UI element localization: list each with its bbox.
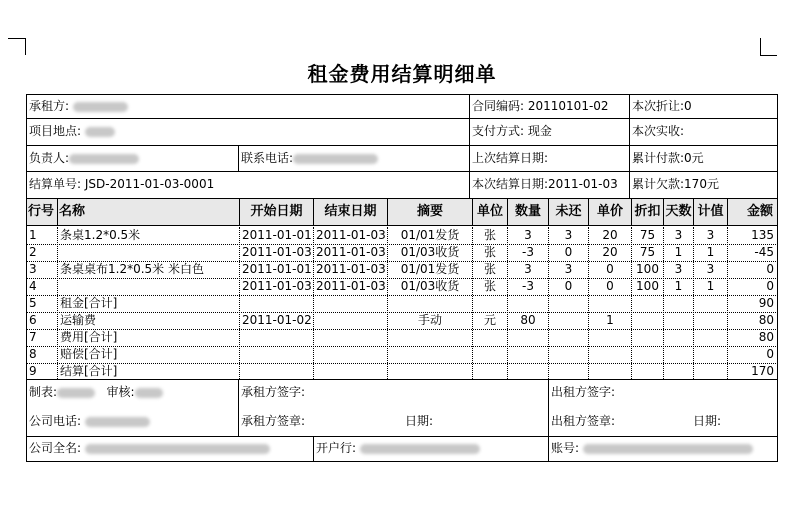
table-cell-days: 3	[674, 262, 683, 276]
table-cell-end-date	[314, 346, 387, 363]
table-cell-item-name	[58, 244, 239, 261]
table-cell-count	[694, 346, 727, 363]
table-cell-summary: 01/01发货	[400, 262, 460, 276]
table-cell-unit-price	[589, 329, 631, 346]
table-cell-days: 1	[674, 279, 683, 293]
table-cell-end-date: 2011-01-03	[316, 279, 386, 293]
column-header-unit: 单位	[473, 199, 507, 225]
table-cell-count: 3	[706, 262, 715, 276]
table-cell-unit	[473, 295, 507, 312]
table-cell-amount: 80	[758, 313, 774, 327]
crop-mark-top-right-h	[760, 55, 777, 56]
table-cell-quantity: 3	[524, 228, 532, 242]
table-cell-outstanding: 0	[564, 279, 573, 293]
table-cell-days	[664, 363, 693, 380]
column-header-row-no: 行号	[27, 199, 57, 225]
table-cell-start-date: 2011-01-01	[242, 228, 312, 242]
last-settle-field: 上次结算日期:	[472, 151, 549, 165]
table-cell-discount: 100	[636, 279, 659, 293]
table-cell-item-name: 条桌1.2*0.5米	[60, 228, 141, 242]
table-cell-count	[694, 329, 727, 346]
payment-field: 支付方式: 现金	[472, 124, 552, 138]
grid-line	[663, 199, 664, 225]
column-header-start-date: 开始日期	[240, 199, 313, 225]
table-cell-row-no: 9	[29, 364, 37, 378]
table-cell-end-date: 2011-01-03	[316, 228, 386, 242]
account-field: 账号:	[549, 437, 776, 461]
crop-mark-top-left-h	[8, 38, 25, 39]
table-cell-item-name: 租金[合计]	[60, 296, 118, 310]
paid-total-field: 累计付款:0元	[632, 151, 704, 165]
lessor-seal-field: 出租方签章:	[551, 414, 616, 428]
column-header-days: 天数	[664, 199, 693, 225]
column-header-amount: 金额	[728, 199, 777, 225]
table-cell-unit-price	[589, 346, 631, 363]
grid-line	[26, 225, 778, 226]
table-cell-quantity	[508, 295, 548, 312]
grid-line	[693, 199, 694, 225]
table-cell-unit	[473, 363, 507, 380]
table-cell-quantity: -3	[522, 279, 534, 293]
table-cell-count	[694, 295, 727, 312]
table-cell-item-name: 运输费	[60, 313, 97, 327]
table-cell-start-date: 2011-01-02	[242, 313, 312, 327]
renter-sign-field: 承租方签字:	[241, 385, 306, 399]
lessor-sign-field: 出租方签字:	[551, 385, 616, 399]
table-cell-discount: 75	[639, 245, 656, 259]
column-header-summary: 摘要	[388, 199, 472, 225]
table-cell-count: 1	[706, 279, 715, 293]
table-cell-end-date	[314, 363, 387, 380]
table-cell-outstanding	[549, 363, 588, 380]
table-cell-unit: 元	[483, 313, 496, 327]
table-cell-days	[664, 312, 693, 329]
grid-line	[57, 199, 58, 225]
actual-received-field: 本次实收:	[632, 124, 685, 138]
discount-field: 本次折让:0	[632, 99, 692, 113]
table-cell-days: 3	[674, 228, 683, 242]
table-cell-unit-price: 0	[606, 262, 614, 276]
table-cell-row-no: 8	[29, 347, 37, 361]
table-cell-unit-price	[589, 295, 631, 312]
table-cell-quantity	[508, 363, 548, 380]
company-name-field: 公司全名:	[27, 437, 312, 461]
table-cell-unit-price: 20	[602, 228, 618, 242]
redacted-value	[293, 154, 378, 164]
table-cell-days	[664, 295, 693, 312]
table-cell-row-no: 1	[29, 228, 37, 242]
table-cell-outstanding: 3	[564, 228, 573, 242]
table-cell-amount: 80	[758, 330, 774, 344]
grid-line	[26, 171, 778, 172]
settle-date-field: 本次结算日期:2011-01-03	[472, 177, 618, 191]
lessor-date-field: 日期:	[693, 414, 722, 428]
table-cell-summary	[388, 329, 472, 346]
table-cell-summary	[388, 363, 472, 380]
table-cell-start-date	[240, 295, 313, 312]
table-cell-item-name: 费用[合计]	[60, 330, 118, 344]
maker-field: 制表: 审核:	[27, 381, 237, 405]
renter-date-field: 日期:	[405, 414, 434, 428]
crop-mark-top-left-v	[25, 38, 26, 55]
redacted-value	[85, 444, 270, 454]
table-cell-unit: 张	[483, 228, 496, 242]
crop-mark-top-right-v	[760, 38, 761, 55]
redacted-value	[85, 127, 115, 137]
company-phone-field: 公司电话:	[27, 410, 237, 434]
column-header-outstanding: 未还	[549, 199, 588, 225]
table-cell-quantity: -3	[522, 245, 534, 259]
table-cell-start-date: 2011-01-03	[242, 279, 312, 293]
column-header-unit-price: 单价	[589, 199, 631, 225]
table-cell-unit: 张	[483, 279, 496, 293]
grid-line	[387, 199, 388, 225]
document-title: 租金费用结算明细单	[307, 62, 497, 86]
grid-line	[26, 461, 778, 462]
redacted-value	[73, 102, 128, 112]
table-cell-unit-price: 1	[606, 313, 614, 327]
table-cell-quantity: 80	[520, 313, 536, 327]
table-cell-unit	[473, 329, 507, 346]
grid-line	[239, 199, 240, 225]
table-cell-count	[694, 363, 727, 380]
column-header-end-date: 结束日期	[314, 199, 387, 225]
table-cell-outstanding	[549, 312, 588, 329]
column-header-discount: 折扣	[632, 199, 663, 225]
table-cell-summary	[388, 295, 472, 312]
table-cell-unit	[473, 346, 507, 363]
table-cell-amount: 0	[766, 347, 774, 361]
renter-field: 承租方:	[27, 95, 467, 118]
table-cell-start-date	[240, 346, 313, 363]
redacted-value	[69, 154, 139, 164]
table-cell-discount	[632, 346, 663, 363]
table-cell-unit: 张	[483, 262, 496, 276]
table-cell-discount: 75	[639, 228, 656, 242]
manager-field: 负责人:	[27, 147, 237, 171]
table-cell-outstanding	[549, 329, 588, 346]
table-cell-end-date	[314, 295, 387, 312]
table-cell-count: 3	[706, 228, 715, 242]
table-cell-quantity: 3	[524, 262, 532, 276]
table-cell-end-date	[314, 329, 387, 346]
grid-line	[313, 199, 314, 225]
table-cell-amount: 90	[758, 296, 774, 310]
table-cell-row-no: 5	[29, 296, 37, 310]
table-cell-unit: 张	[483, 245, 496, 259]
table-cell-discount: 100	[636, 262, 659, 276]
grid-line	[588, 199, 589, 225]
table-cell-amount: -45	[754, 245, 774, 259]
settle-no-field: 结算单号: JSD-2011-01-03-0001	[29, 177, 215, 191]
table-cell-days: 1	[674, 245, 683, 259]
table-cell-count: 1	[706, 245, 715, 259]
redacted-value	[135, 388, 163, 398]
table-cell-end-date: 2011-01-03	[316, 262, 386, 276]
project-field: 项目地点:	[27, 120, 467, 144]
column-header-count: 计值	[694, 199, 727, 225]
table-cell-item-name	[58, 278, 239, 295]
table-cell-start-date	[240, 363, 313, 380]
table-cell-summary: 01/03收货	[400, 245, 460, 259]
grid-line	[26, 145, 778, 146]
table-cell-start-date	[240, 329, 313, 346]
bank-field: 开户行:	[314, 437, 547, 461]
table-cell-row-no: 6	[29, 313, 37, 327]
table-cell-item-name: 结算[合计]	[60, 364, 118, 378]
table-cell-amount: 0	[766, 279, 774, 293]
table-cell-summary: 01/01发货	[400, 228, 460, 242]
table-cell-summary: 01/03收货	[400, 279, 460, 293]
column-header-quantity: 数量	[508, 199, 548, 225]
redacted-value	[583, 444, 753, 454]
table-cell-start-date: 2011-01-03	[242, 245, 312, 259]
contract-field: 合同编码: 20110101-02	[472, 99, 609, 113]
grid-line	[727, 199, 728, 225]
grid-line	[507, 199, 508, 225]
table-cell-row-no: 3	[29, 262, 37, 276]
table-cell-amount: 0	[766, 262, 774, 276]
redacted-value	[57, 388, 95, 398]
column-header-item-name: 名称	[58, 199, 239, 225]
table-cell-amount: 135	[751, 228, 774, 242]
table-cell-unit-price: 0	[606, 279, 614, 293]
table-cell-discount	[632, 295, 663, 312]
table-cell-outstanding	[549, 295, 588, 312]
table-cell-days	[664, 346, 693, 363]
table-cell-outstanding	[549, 346, 588, 363]
table-cell-summary	[388, 346, 472, 363]
table-cell-end-date: 2011-01-03	[316, 245, 386, 259]
redacted-value	[85, 417, 150, 427]
table-cell-discount	[632, 363, 663, 380]
table-cell-item-name: 赔偿[合计]	[60, 347, 118, 361]
table-cell-outstanding: 3	[564, 262, 573, 276]
grid-line	[472, 199, 473, 225]
table-cell-row-no: 2	[29, 245, 37, 259]
table-cell-unit-price	[589, 363, 631, 380]
table-cell-quantity	[508, 329, 548, 346]
table-cell-end-date	[314, 312, 387, 329]
table-cell-outstanding: 0	[564, 245, 573, 259]
table-cell-unit-price: 20	[602, 245, 618, 259]
table-cell-discount	[632, 312, 663, 329]
grid-line	[631, 199, 632, 225]
grid-line	[26, 118, 778, 119]
table-cell-summary: 手动	[417, 313, 442, 327]
grid-line	[548, 199, 549, 225]
renter-seal-field: 承租方签章:	[241, 414, 306, 428]
table-cell-discount	[632, 329, 663, 346]
table-cell-days	[664, 329, 693, 346]
table-cell-row-no: 7	[29, 330, 37, 344]
table-cell-quantity	[508, 346, 548, 363]
phone-field: 联系电话:	[239, 147, 468, 171]
table-cell-count	[694, 312, 727, 329]
owed-field: 累计欠款:170元	[632, 177, 719, 191]
table-cell-amount: 170	[751, 364, 774, 378]
table-cell-item-name: 条桌桌布1.2*0.5米 米白色	[60, 262, 204, 276]
table-cell-row-no: 4	[29, 279, 37, 293]
table-cell-start-date: 2011-01-01	[242, 262, 312, 276]
redacted-value	[360, 444, 480, 454]
